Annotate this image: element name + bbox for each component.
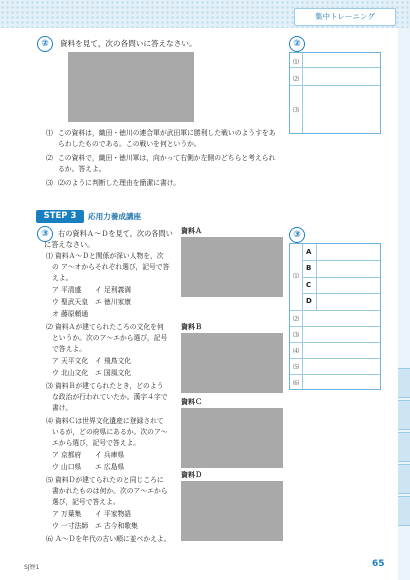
question-prompt: に答えなさい。 xyxy=(44,240,95,249)
choice-line: ア 万葉集 イ 平家物語 xyxy=(52,510,132,518)
source-image-b xyxy=(181,333,283,393)
sub-question-text: この資料は，織田・徳川の連合軍が武田軍に勝利した戦いのようすをあ xyxy=(58,129,276,137)
answer-box xyxy=(289,243,381,390)
sub-question-number: ⑴ xyxy=(46,129,53,137)
choice-line: ウ 北山文化 エ 国風文化 xyxy=(52,369,132,377)
answer-row-divider xyxy=(290,342,380,343)
sub-question-text: らわしたものである。この戦いを何というか。 xyxy=(58,140,201,148)
sub-question-text: というか。次のア～エから選び，記号 xyxy=(52,334,168,342)
answer-row-label: ⑷ xyxy=(293,348,300,355)
choice-line: ウ 聖武天皇 エ 徳川家康 xyxy=(52,298,132,306)
answer-box xyxy=(289,52,381,134)
source-image-d xyxy=(181,481,283,541)
choice-line: ウ 山口県 エ 広島県 xyxy=(52,463,125,471)
sub-question-text: るか。答えよ。 xyxy=(58,165,106,173)
side-index-tab xyxy=(398,464,410,494)
question-prompt: 資料を見て，次の各問いに答えなさい。 xyxy=(60,39,197,48)
side-index-tab xyxy=(398,400,410,430)
source-image-c xyxy=(181,408,283,468)
side-index-tab xyxy=(398,368,410,398)
sub-question-text: ⑵のように判断した理由を簡潔に書け。 xyxy=(58,179,181,187)
step-title: 応用力養成講座 xyxy=(88,212,142,221)
choice-line: オ 藤原頼通 xyxy=(52,310,89,318)
sub-question-text: で答えよ。 xyxy=(52,345,86,353)
answer-row-divider xyxy=(290,85,380,86)
sub-question-text: いるが，どの府県にあるか。次のア～ xyxy=(52,428,168,436)
answer-number: ② xyxy=(289,36,305,52)
answer-number: ③ xyxy=(289,227,305,243)
answer-letter: B xyxy=(306,264,312,272)
sub-question-text: エから選び，記号で答えよ。 xyxy=(52,439,141,447)
answer-row-divider xyxy=(290,358,380,359)
answer-row-divider xyxy=(290,374,380,375)
sub-question-text: ⑸ 資料Ｄが建てられたのと同じころに xyxy=(46,476,164,484)
sub-question-text: 書かれたものは何か。次のア～エから xyxy=(52,487,168,495)
source-label-d: 資料Ｄ xyxy=(181,471,202,479)
sub-question-number: ⑵ xyxy=(46,154,53,162)
answer-letter: D xyxy=(306,297,312,305)
source-label-b: 資料Ｂ xyxy=(181,323,202,331)
sub-question-text: ⑴ 資料Ａ～Ｄと関係が深い人物を，次 xyxy=(46,252,164,260)
answer-row-divider xyxy=(290,326,380,327)
footer-code: SJ歴1 xyxy=(24,564,40,571)
question-number: ② xyxy=(37,36,53,52)
sub-question-text: この資料で，織田・徳川軍は，向かって右側か左側のどちらと考えられ xyxy=(58,154,276,162)
sub-question-text: ⑷ 資料Ｃは世界文化遺産に登録されて xyxy=(46,417,164,425)
answer-row-label: ⑹ xyxy=(293,380,300,387)
side-index-tab xyxy=(398,496,410,526)
choice-line: ウ 一寸法師 エ 古今和歌集 xyxy=(52,522,138,530)
answer-row-divider xyxy=(302,260,380,261)
source-label-c: 資料Ｃ xyxy=(181,398,202,406)
sub-question-text: ⑵ 資料Ａが建てられたころの文化を何 xyxy=(46,323,164,331)
answer-row-label: ⑶ xyxy=(293,107,300,114)
page-number: 65 xyxy=(372,559,385,569)
answer-row-divider xyxy=(302,293,380,294)
answer-row-label: ⑶ xyxy=(293,332,300,339)
sub-question-text: な政治が行われていたか。漢字４字で xyxy=(52,393,168,401)
choice-line: ア 平清盛 イ 足利義満 xyxy=(52,286,132,294)
answer-row-label: ⑴ xyxy=(293,59,300,66)
side-index-tab xyxy=(398,432,410,462)
answer-row-label: ⑵ xyxy=(293,316,300,323)
answer-row-divider xyxy=(290,67,380,68)
question-number: ③ xyxy=(37,226,53,242)
answer-letter: A xyxy=(306,248,312,256)
sub-question-text: ⑹ Ａ～Ｄを年代の古い順に並べかえよ。 xyxy=(46,535,171,543)
sub-question-text: えよ。 xyxy=(52,274,73,282)
answer-column-divider xyxy=(302,53,303,133)
sub-question-text: の ア～オからそれぞれ選び，記号で答 xyxy=(52,263,170,271)
source-label-a: 資料Ａ xyxy=(181,227,202,235)
choice-line: ア 天平文化 イ 飛鳥文化 xyxy=(52,357,132,365)
answer-row-divider xyxy=(302,277,380,278)
answer-row-label: ⑸ xyxy=(293,364,300,371)
section-tab: 集中トレーニング xyxy=(294,8,396,26)
answer-row-label: ⑵ xyxy=(293,76,300,83)
answer-letter: C xyxy=(306,281,312,289)
source-image-a xyxy=(181,237,283,297)
choice-line: ア 京都府 イ 兵庫県 xyxy=(52,451,125,459)
sub-question-text: 書け。 xyxy=(52,404,73,412)
answer-row-divider xyxy=(290,310,380,311)
sub-question-number: ⑶ xyxy=(46,179,53,187)
step-badge: STEP 3 xyxy=(36,210,84,223)
battle-screen-image xyxy=(68,52,194,122)
sub-question-text: 選び，記号で答えよ。 xyxy=(52,498,120,506)
answer-row-label: ⑴ xyxy=(293,273,300,280)
sub-question-text: ⑶ 資料Ｂが建てられたとき，どのよう xyxy=(46,382,164,390)
question-prompt: 右の資料Ａ～Ｄを見て，次の各問い xyxy=(58,229,173,238)
